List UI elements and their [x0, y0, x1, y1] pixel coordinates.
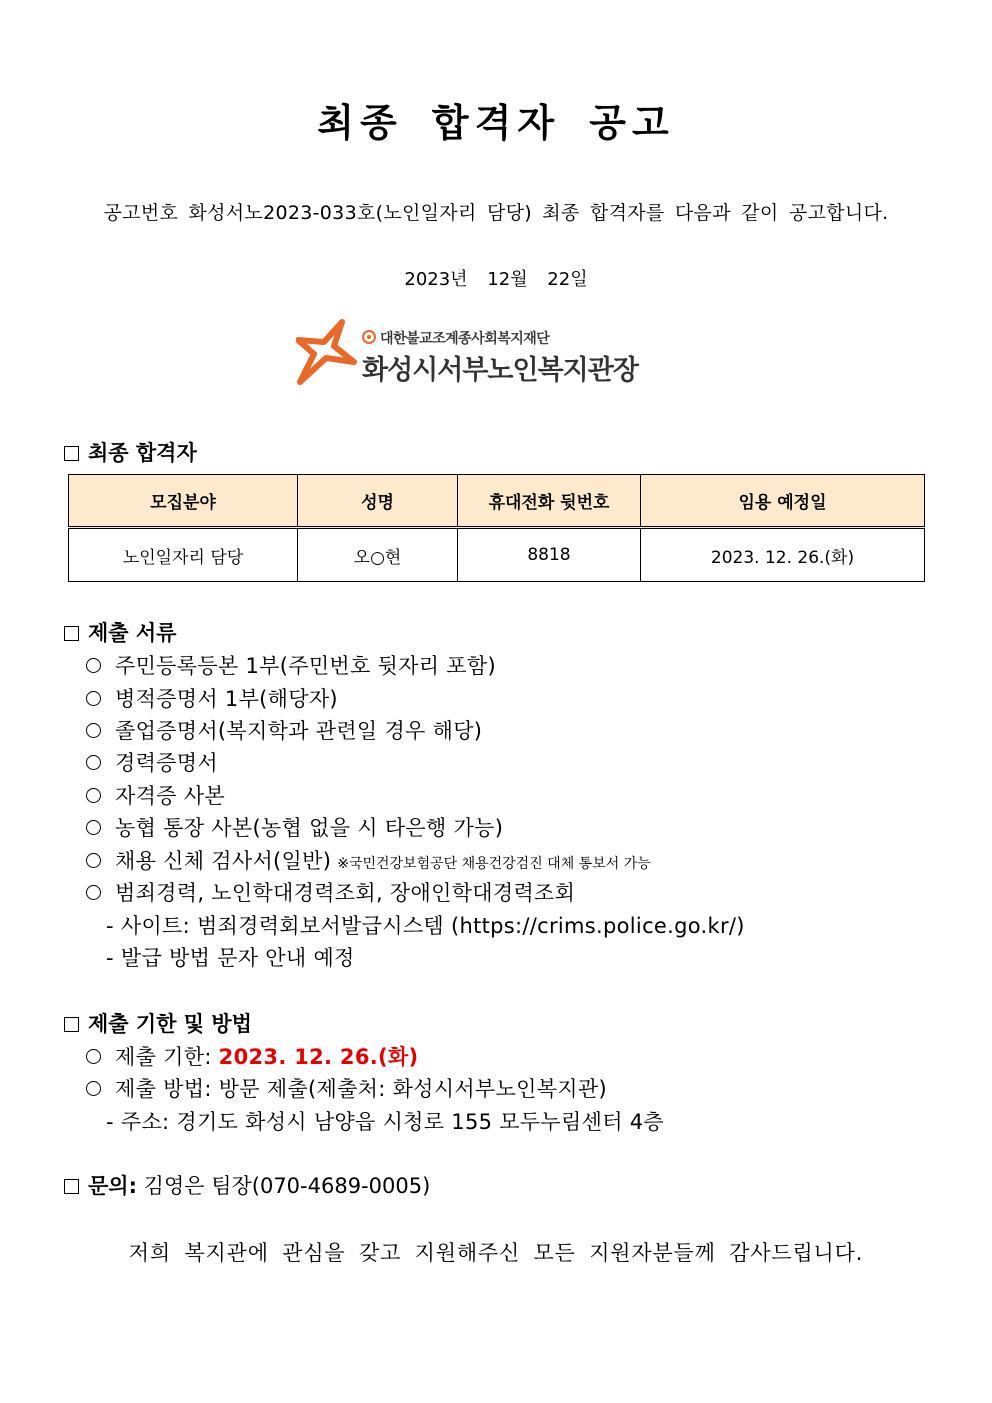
circle-bullet-icon	[86, 1081, 101, 1096]
star-logo-icon	[296, 318, 358, 386]
list-item: 졸업증명서(복지학과 관련일 경우 해당)	[86, 715, 482, 745]
contact-value: 김영은 팀장(070-4689-0005)	[136, 1174, 431, 1198]
method-item: 제출 방법: 방문 제출(제출처: 화성시서부노인복지관)	[86, 1073, 607, 1103]
circle-bullet-icon	[86, 885, 101, 900]
deadline-item: 제출 기한: 2023. 12. 26.(화)	[86, 1041, 418, 1071]
table-cell: 8818	[458, 528, 641, 582]
list-item: 범죄경력, 노인학대경력조회, 장애인학대경력조회	[86, 877, 575, 907]
column-header: 모집분야	[69, 475, 298, 528]
documents-heading: 제출 서류	[64, 617, 176, 647]
column-header: 임용 예정일	[641, 475, 925, 528]
list-item: 채용 신체 검사서(일반) ※국민건강보험공단 채용건강검진 대체 통보서 가능	[86, 845, 651, 875]
table-cell: 노인일자리 담당	[69, 528, 298, 582]
page-title: 최종 합격자 공고	[317, 101, 675, 145]
site-line: - 사이트: 범죄경력회보서발급시스템 (https://crims.police.go.kr/)	[106, 914, 745, 938]
organization-logo	[296, 318, 638, 388]
contact-line: 문의: 김영은 팀장(070-4689-0005)	[64, 1170, 430, 1200]
closing-message: 저희 복지관에 관심을 갖고 지원해주신 모든 지원자분들께 감사드립니다.	[128, 1241, 864, 1265]
circle-bullet-icon	[86, 820, 101, 835]
list-item: 자격증 사본	[86, 780, 225, 810]
org-name: 대한불교조계종사회복지재단	[380, 331, 550, 347]
intro-text: 공고번호 화성서노2023-033호(노인일자리 담당) 최종 합격자를 다음과 같이 공고합니다.	[103, 202, 889, 224]
results-table	[68, 474, 925, 582]
submission-heading: 제출 기한 및 방법	[64, 1008, 252, 1038]
checkbox-icon	[64, 626, 79, 641]
table-row	[69, 528, 925, 582]
table-cell: 2023. 12. 26.(화)	[641, 528, 925, 582]
deadline-date: 2023. 12. 26.(화)	[218, 1045, 419, 1069]
address-line: - 주소: 경기도 화성시 남양읍 시청로 155 모두누림센터 4층	[106, 1110, 665, 1134]
center-name: 화성시서부노인복지관장	[362, 355, 638, 386]
list-item: 주민등록등본 1부(주민번호 뒷자리 포함)	[86, 650, 496, 680]
list-item: 경력증명서	[86, 747, 218, 777]
column-header: 성명	[298, 475, 458, 528]
circle-bullet-icon	[86, 658, 101, 673]
circle-bullet-icon	[86, 788, 101, 803]
circle-bullet-icon	[86, 691, 101, 706]
circle-bullet-icon	[86, 723, 101, 738]
dharma-wheel-icon	[362, 330, 376, 344]
circle-bullet-icon	[86, 853, 101, 868]
checkbox-icon	[64, 446, 79, 461]
table-cell: 오○현	[298, 528, 458, 582]
issue-method-line: - 발급 방법 문자 안내 예정	[106, 946, 355, 970]
results-heading: 최종 합격자	[64, 437, 197, 467]
table-header-row	[69, 475, 925, 528]
column-header: 휴대전화 뒷번호	[458, 475, 641, 528]
circle-bullet-icon	[86, 1049, 101, 1064]
announcement-date: 2023년 12월 22일	[404, 269, 588, 290]
circle-bullet-icon	[86, 755, 101, 770]
health-check-note: ※국민건강보험공단 채용건강검진 대체 통보서 가능	[337, 856, 651, 872]
list-item: 농협 통장 사본(농협 없을 시 타은행 가능)	[86, 812, 503, 842]
checkbox-icon	[64, 1017, 79, 1032]
list-item: 병적증명서 1부(해당자)	[86, 683, 338, 713]
checkbox-icon	[64, 1179, 79, 1194]
